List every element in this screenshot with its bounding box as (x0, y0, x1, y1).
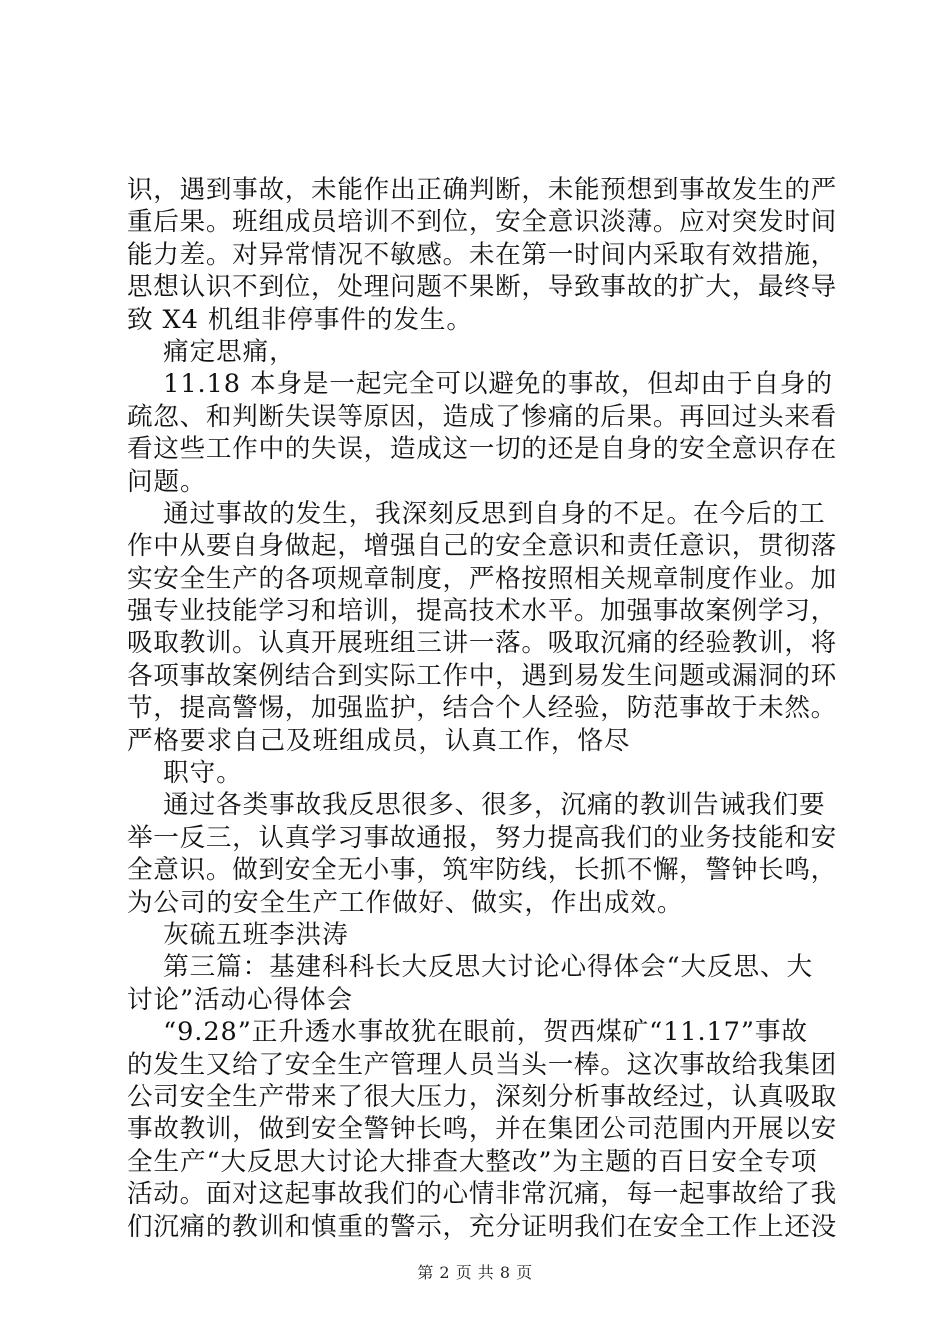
section-heading: 讨论”活动心得体会 (127, 984, 353, 1015)
text-line: 痛定思痛， (127, 336, 296, 367)
text-line: 致 X4 机组非停事件的发生。 (127, 304, 473, 335)
text-line: 作中从要自身做起，增强自己的安全意识和责任意识，贯彻落 (127, 531, 837, 562)
text-line: 的发生又给了安全生产管理人员当头一棒。这次事故给我集团 (127, 1049, 837, 1080)
text-line: 为公司的安全生产工作做好、做实，作出成效。 (127, 887, 684, 918)
text-line: 强专业技能学习和培训，提高技术水平。加强事故案例学习， (127, 596, 837, 627)
document-body (127, 174, 837, 1243)
text-line: 识，遇到事故，未能作出正确判断，未能预想到事故发生的严 (127, 175, 837, 205)
text-line: 严格要求自己及班组成员，认真工作，恪尽 (127, 725, 631, 756)
page-number-footer: 第 2 页 共 8 页 (417, 1263, 533, 1282)
text-line: 通过各类事故我反思很多、很多，沉痛的教训告诫我们要 (127, 790, 826, 821)
text-line: 活动。面对这起事故我们的心情非常沉痛，每一起事故给了我 (127, 1179, 837, 1210)
text-line: 重后果。班组成员培训不到位，安全意识淡薄。应对突发时间 (127, 207, 837, 238)
text-line: 灰硫五班李洪涛 (127, 919, 349, 950)
text-line: 看这些工作中的失误，造成这一切的还是自身的安全意识存在 (127, 434, 837, 465)
text-line: 们沉痛的教训和慎重的警示，充分证明我们在安全工作上还没 (127, 1211, 837, 1242)
text-line: 全生产“大反思大讨论大排查大整改”为主题的百日安全专项 (127, 1146, 818, 1177)
text-line: 实安全生产的各项规章制度，严格按照相关规章制度作业。加 (127, 563, 837, 594)
text-line: 事故教训，做到安全警钟长鸣，并在集团公司范围内开展以安 (127, 1114, 837, 1145)
text-line: 吸取教训。认真开展班组三讲一落。吸取沉痛的经验教训，将 (127, 628, 837, 659)
text-line: 疏忽、和判断失误等原因，造成了惨痛的后果。再回过头来看 (127, 401, 837, 432)
text-line: 问题。 (127, 466, 207, 497)
text-line: 全意识。做到安全无小事，筑牢防线，长抓不懈，警钟长鸣， (127, 855, 837, 886)
text-line: “9.28”正升透水事故犹在眼前，贺西煤矿“11.17”事故 (127, 1017, 808, 1048)
text-line: 各项事故案例结合到实际工作中，遇到易发生问题或漏洞的环 (127, 660, 837, 691)
text-line: 思想认识不到位，处理问题不果断，导致事故的扩大，最终导 (127, 272, 837, 303)
section-heading: 第三篇：基建科科长大反思大讨论心得体会“大反思、大 (127, 952, 813, 983)
text-line: 能力差。对异常情况不敏感。未在第一时间内采取有效措施， (127, 239, 837, 270)
text-line: 职守。 (127, 758, 243, 789)
text-line: 公司安全生产带来了很大压力，深刻分析事故经过，认真吸取 (127, 1081, 837, 1112)
text-line: 11.18 本身是一起完全可以避免的事故，但却由于自身的 (127, 369, 833, 400)
text-line: 举一反三，认真学习事故通报，努力提高我们的业务技能和安 (127, 822, 837, 853)
text-line: 节，提高警惕，加强监护，结合个人经验，防范事故于未然。 (127, 693, 837, 724)
text-line: 通过事故的发生，我深刻反思到自身的不足。在今后的工 (127, 498, 826, 529)
